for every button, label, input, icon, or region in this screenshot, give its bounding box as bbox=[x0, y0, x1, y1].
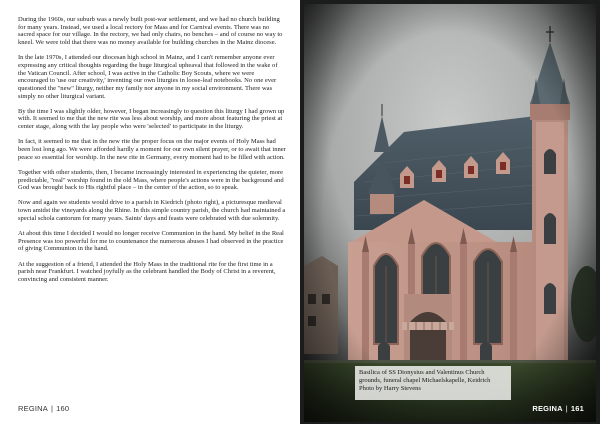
page-number: 161 bbox=[570, 404, 584, 413]
paragraph: During the 1960s, our suburb was a newly built post-war settlement, and we had no church building for many years. Instead, we used a local rectory for Mass and for Carnival events. There was no sacred space for our village. In the rectory, we had only chairs, no benches – and of course no way to kneel. We were told that there was no money available for building churches in the Mainz diocese. bbox=[18, 16, 283, 46]
magazine-name: REGINA bbox=[532, 404, 563, 413]
paragraph: In fact, it seemed to me that in the new rite the proper focus on the major events of Holy Mass had been lost long ago. We were afforded hardly a moment for our own silent prayer, or to await that inner peace so essential for worship. In the new rite in Germany, every moment had to be filled with action. bbox=[18, 138, 286, 161]
magazine-name: REGINA bbox=[18, 404, 48, 413]
paragraph: At about this time I decided I would no longer receive Communion in the hand. My belief in the Real Presence was too powerful for me to countenance the numerous abuses I had observed in the practice of giving Communion in the hand. bbox=[18, 230, 284, 253]
paragraph: By the time I was slightly older, however, I began increasingly to question this liturgy I had grown up with. It seemed to me that the new rite was less about worship, and more about featuring the priest at center stage, along with the lay people who were 'selected' to participate in the liturgy. bbox=[18, 107, 285, 131]
paragraph: Now and again we students would drive to a parish in Kiedrich (photo right), a picturesque medieval town amidst the vineyards along the Rhine. In this simple country parish, the church had maintained a special schola cantorum for many years. Saints' days and feasts were celebrated with due solemnity. bbox=[18, 199, 286, 222]
church-photo bbox=[304, 4, 596, 422]
page-folio-left bbox=[18, 404, 69, 413]
paragraph: At the suggestion of a friend, I attended the Holy Mass in the traditional rite for the first time in a parish near Frankfurt. I watched joyfully as the celebrant handled the Body of Christ in a reverent, convincing and consistent manner. bbox=[18, 260, 276, 283]
paragraph: Together with other students, then, I became increasingly interested in experiencing the quieter, more predictable, "real" worship found in the old Mass, where people's actions were in the background and God was brought back to His rightful place – in the center of the action, so to speak. bbox=[18, 168, 284, 192]
page-number: 160 bbox=[56, 404, 70, 413]
article-body bbox=[18, 16, 286, 284]
caption-line: grounds, funeral chapel Michaelskapelle, Keidrich bbox=[359, 377, 491, 384]
paragraph: In the late 1970s, I attended our diocesan high school in Mainz, and I can't remember anyone ever expressing any critical thoughts regarding the huge liturgical upheaval that followed in the wake of the Vatican Council. After school, I was active in the Catholic Boy Scouts, where we were encouraged to 'use our creativity,' inventing our own liturgies in loose-leaf notebooks. No one ever questioned the "new" liturgy, neither my family nor anyone in my social environment. There was simply no other liturgical variant. bbox=[18, 54, 278, 100]
folio-separator: | bbox=[50, 404, 54, 413]
caption-credit: Photo by Harry Stevens bbox=[359, 385, 421, 392]
folio-separator: | bbox=[565, 404, 568, 413]
right-page bbox=[300, 0, 600, 424]
photo-caption bbox=[355, 366, 511, 400]
page-folio-right bbox=[532, 404, 584, 413]
caption-line: Basilica of SS Dionysius and Valentinus Church bbox=[359, 369, 485, 376]
